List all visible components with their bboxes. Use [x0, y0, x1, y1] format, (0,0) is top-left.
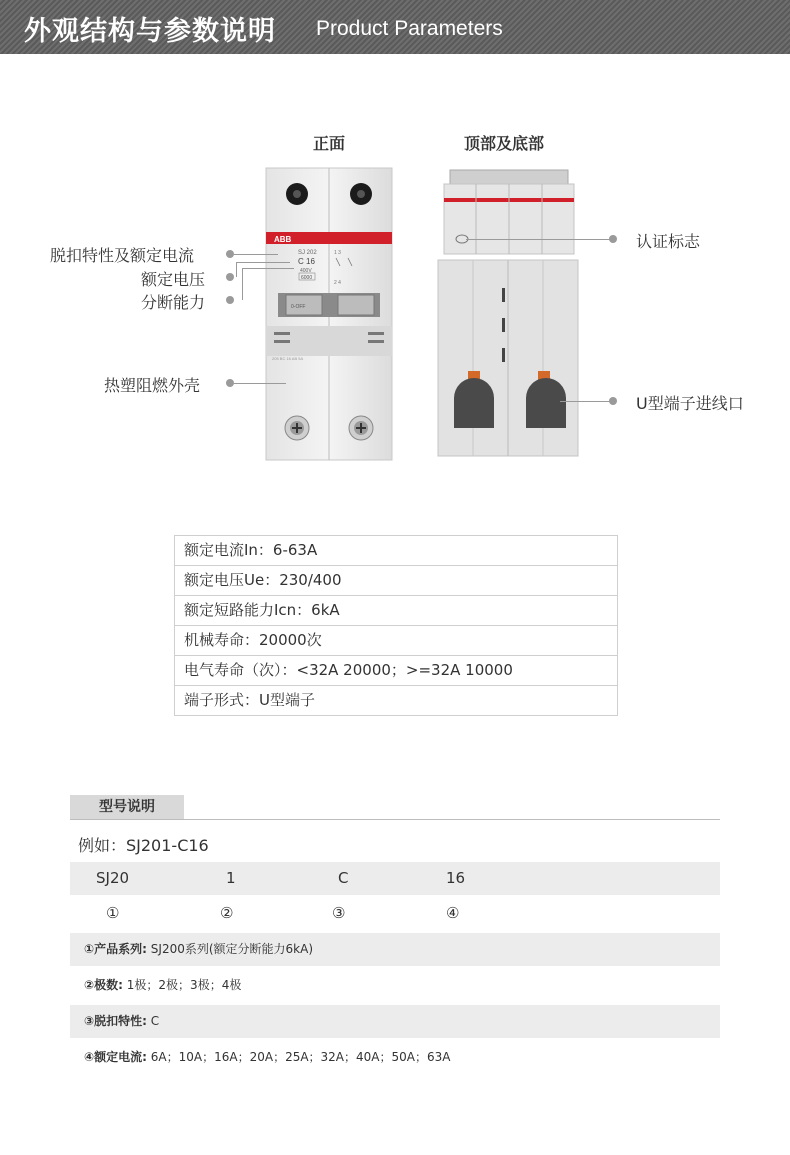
model-part: C — [338, 869, 349, 887]
model-note — [70, 1041, 720, 1074]
callout-dot — [609, 397, 617, 405]
front-view-title: 正面 — [313, 134, 346, 153]
model-marker: ④ — [446, 904, 460, 922]
model-section-header — [70, 795, 720, 820]
brand-logo: ABB — [274, 235, 292, 244]
model-note — [70, 969, 720, 1002]
model-parts-row — [70, 862, 720, 895]
note-text: C — [146, 1014, 160, 1028]
model-section-title: 型号说明 — [70, 795, 184, 819]
callout-dot — [226, 250, 234, 258]
model-marker: ① — [106, 904, 120, 922]
callout-breaking-capacity: 分断能力 — [141, 293, 206, 312]
note-text: 1极；2极；3极；4极 — [122, 978, 242, 992]
specs-table — [174, 535, 618, 716]
callout-line — [234, 383, 286, 384]
spec-row: 额定电压Ue：230/400 — [175, 566, 617, 596]
note-label: ③脱扣特性: — [84, 1014, 147, 1028]
spec-row: 机械寿命：20000次 — [175, 626, 617, 656]
breaker-bottom-image — [436, 258, 580, 458]
callout-line — [236, 262, 237, 277]
terminal-top-label: 1 3 — [334, 250, 341, 256]
housing-text: 205 BC 16 AB 5A — [272, 356, 304, 361]
voltage-label: 400V — [300, 268, 312, 274]
model-note — [70, 933, 720, 966]
callout-dot — [226, 379, 234, 387]
note-label: ①产品系列: — [84, 942, 147, 956]
callout-line — [236, 262, 290, 263]
note-text: SJ200系列(额定分断能力6kA) — [146, 942, 314, 956]
note-label: ②极数: — [84, 978, 123, 992]
callout-line — [234, 254, 278, 255]
breaker-front-image — [264, 166, 394, 462]
breaker-top-image — [442, 168, 576, 256]
header-banner — [0, 0, 790, 54]
model-marker: ③ — [332, 904, 346, 922]
callout-dot — [226, 296, 234, 304]
callout-u-terminal: U型端子进线口 — [636, 394, 744, 413]
off-label: 0-OFF — [291, 304, 306, 310]
callout-certification: 认证标志 — [636, 232, 701, 251]
callout-line — [242, 268, 294, 269]
callout-line — [466, 239, 610, 240]
model-part: 1 — [226, 869, 236, 887]
model-note — [70, 1005, 720, 1038]
u-terminal-icon — [454, 378, 494, 428]
rating-label: C 16 — [298, 257, 315, 266]
callout-dot — [226, 273, 234, 281]
note-label: ④额定电流: — [84, 1050, 147, 1064]
capacity-label: 6000 — [301, 275, 313, 281]
spec-row: 额定电流In：6-63A — [175, 536, 617, 566]
model-example: 例如：SJ201-C16 — [78, 836, 209, 855]
model-label: SJ 202 — [298, 250, 317, 256]
spec-row: 端子形式：U型端子 — [175, 686, 617, 716]
callout-line — [242, 268, 243, 300]
page-title: 外观结构与参数说明 — [24, 16, 276, 47]
terminal-bottom-label: 2 4 — [334, 280, 341, 286]
callout-trip-current: 脱扣特性及额定电流 — [50, 246, 195, 265]
callout-dot — [609, 235, 617, 243]
top-bottom-view-title: 顶部及底部 — [464, 134, 545, 153]
model-part: 16 — [446, 869, 466, 887]
note-text: 6A；10A；16A；20A；25A；32A；40A；50A；63A — [146, 1050, 451, 1064]
u-terminal-icon — [526, 378, 566, 428]
callout-housing: 热塑阻燃外壳 — [104, 376, 201, 395]
callout-line — [560, 401, 610, 402]
spec-row: 电气寿命（次）：<32A 20000；>=32A 10000 — [175, 656, 617, 686]
page-subtitle: Product Parameters — [316, 17, 503, 40]
model-marker: ② — [220, 904, 234, 922]
callout-rated-voltage: 额定电压 — [141, 270, 206, 289]
spec-row: 额定短路能力Icn：6kA — [175, 596, 617, 626]
model-markers-row — [70, 897, 720, 930]
model-part: SJ20 — [96, 869, 130, 887]
